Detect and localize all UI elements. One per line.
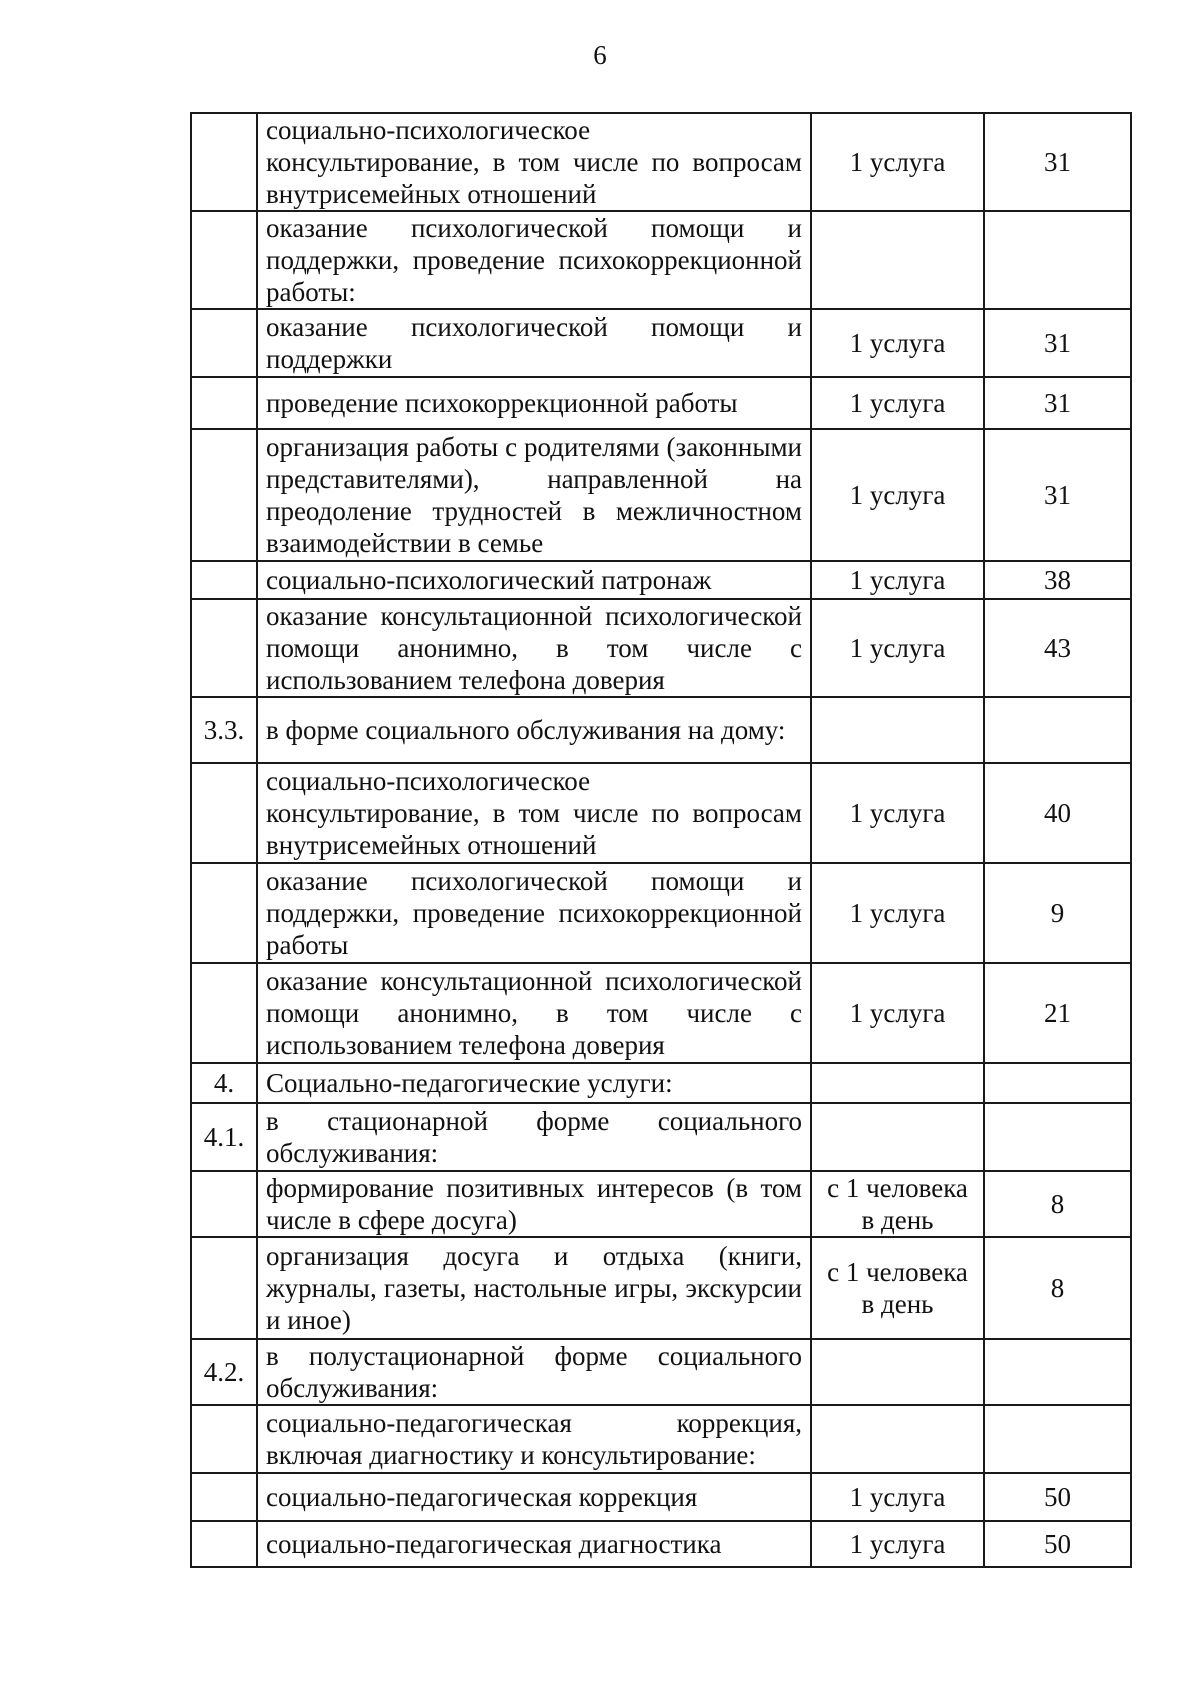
service-name: социально-педагогическая диагностика [257,1521,811,1567]
service-value: 8 [984,1237,1131,1339]
service-name: в стационарной форме социального обслуживания: [257,1103,811,1171]
service-unit: 1 услуга [811,963,984,1063]
service-unit: 1 услуга [811,429,984,561]
table-row [191,1473,1131,1521]
service-unit [811,1103,984,1171]
service-name: социально-педагогическая коррекция [257,1473,811,1521]
table-row [191,963,1131,1063]
service-name: оказание консультационной психологической помощи анонимно, в том числе с использованием телефона доверия [257,599,811,697]
service-name: организация работы с родителями (законными представителями), направленной на преодоление трудностей в межличностном взаимодействии в семье [257,429,811,561]
service-name: социально-психологическое консультирование, в том числе по вопросам внутрисемейных отношений [257,763,811,863]
row-number [191,113,257,211]
page-number: 6 [593,40,607,70]
row-number [191,1171,257,1237]
row-number [191,763,257,863]
service-name: Социально-педагогические услуги: [257,1063,811,1103]
service-value [984,1063,1131,1103]
table-row [191,1237,1131,1339]
service-unit: 1 услуга [811,309,984,377]
table-row [191,309,1131,377]
table-row [191,863,1131,963]
row-number [191,1521,257,1567]
row-number: 3.3. [191,697,257,763]
service-unit [811,1063,984,1103]
service-name: оказание психологической помощи и поддержки, проведение психокоррекционной работы: [257,211,811,309]
row-number: 4. [191,1063,257,1103]
row-number [191,599,257,697]
row-number [191,1405,257,1473]
services-table [190,112,1132,1568]
service-value [984,1103,1131,1171]
service-name: в форме социального обслуживания на дому: [257,697,811,763]
row-number: 4.1. [191,1103,257,1171]
service-value [984,1405,1131,1473]
service-name: проведение психокоррекционной работы [257,377,811,429]
table-row [191,113,1131,211]
service-name: организация досуга и отдыха (книги, журналы, газеты, настольные игры, экскурсии и иное) [257,1237,811,1339]
table-row [191,1103,1131,1171]
service-value: 9 [984,863,1131,963]
table-row [191,377,1131,429]
service-name: оказание психологической помощи и поддержки [257,309,811,377]
row-number [191,211,257,309]
service-unit [811,1339,984,1405]
service-unit [811,697,984,763]
table-row [191,763,1131,863]
service-unit: 1 услуга [811,1473,984,1521]
service-unit: 1 услуга [811,1521,984,1567]
table-row [191,429,1131,561]
service-name: в полустационарной форме социального обслуживания: [257,1339,811,1405]
service-name: социально-педагогическая коррекция, включая диагностику и консультирование: [257,1405,811,1473]
service-value [984,697,1131,763]
service-value: 43 [984,599,1131,697]
row-number [191,561,257,599]
service-value: 50 [984,1473,1131,1521]
service-value: 31 [984,309,1131,377]
service-value: 31 [984,377,1131,429]
service-value: 31 [984,113,1131,211]
row-number [191,963,257,1063]
service-unit: 1 услуга [811,377,984,429]
table-row [191,1521,1131,1567]
table-row [191,1405,1131,1473]
service-value: 31 [984,429,1131,561]
service-value: 38 [984,561,1131,599]
row-number [191,863,257,963]
row-number [191,1473,257,1521]
service-unit: с 1 человека в день [811,1171,984,1237]
table-row [191,1063,1131,1103]
service-value [984,211,1131,309]
service-value: 21 [984,963,1131,1063]
service-unit: 1 услуга [811,561,984,599]
row-number [191,1237,257,1339]
service-value: 8 [984,1171,1131,1237]
table-row [191,697,1131,763]
row-number: 4.2. [191,1339,257,1405]
service-value: 40 [984,763,1131,863]
service-name: социально-психологическое консультирование, в том числе по вопросам внутрисемейных отношений [257,113,811,211]
service-unit: 1 услуга [811,113,984,211]
row-number [191,309,257,377]
table-row [191,599,1131,697]
table-row [191,211,1131,309]
service-name: социально-психологический патронаж [257,561,811,599]
service-unit: с 1 человека в день [811,1237,984,1339]
service-name: оказание консультационной психологической помощи анонимно, в том числе с использованием телефона доверия [257,963,811,1063]
service-value [984,1339,1131,1405]
service-unit [811,211,984,309]
row-number [191,429,257,561]
table-row [191,561,1131,599]
service-unit: 1 услуга [811,863,984,963]
service-unit: 1 услуга [811,763,984,863]
service-value: 50 [984,1521,1131,1567]
table-row [191,1171,1131,1237]
row-number [191,377,257,429]
service-name: оказание психологической помощи и поддержки, проведение психокоррекционной работы [257,863,811,963]
service-name: формирование позитивных интересов (в том числе в сфере досуга) [257,1171,811,1237]
service-unit [811,1405,984,1473]
table-row [191,1339,1131,1405]
service-unit: 1 услуга [811,599,984,697]
